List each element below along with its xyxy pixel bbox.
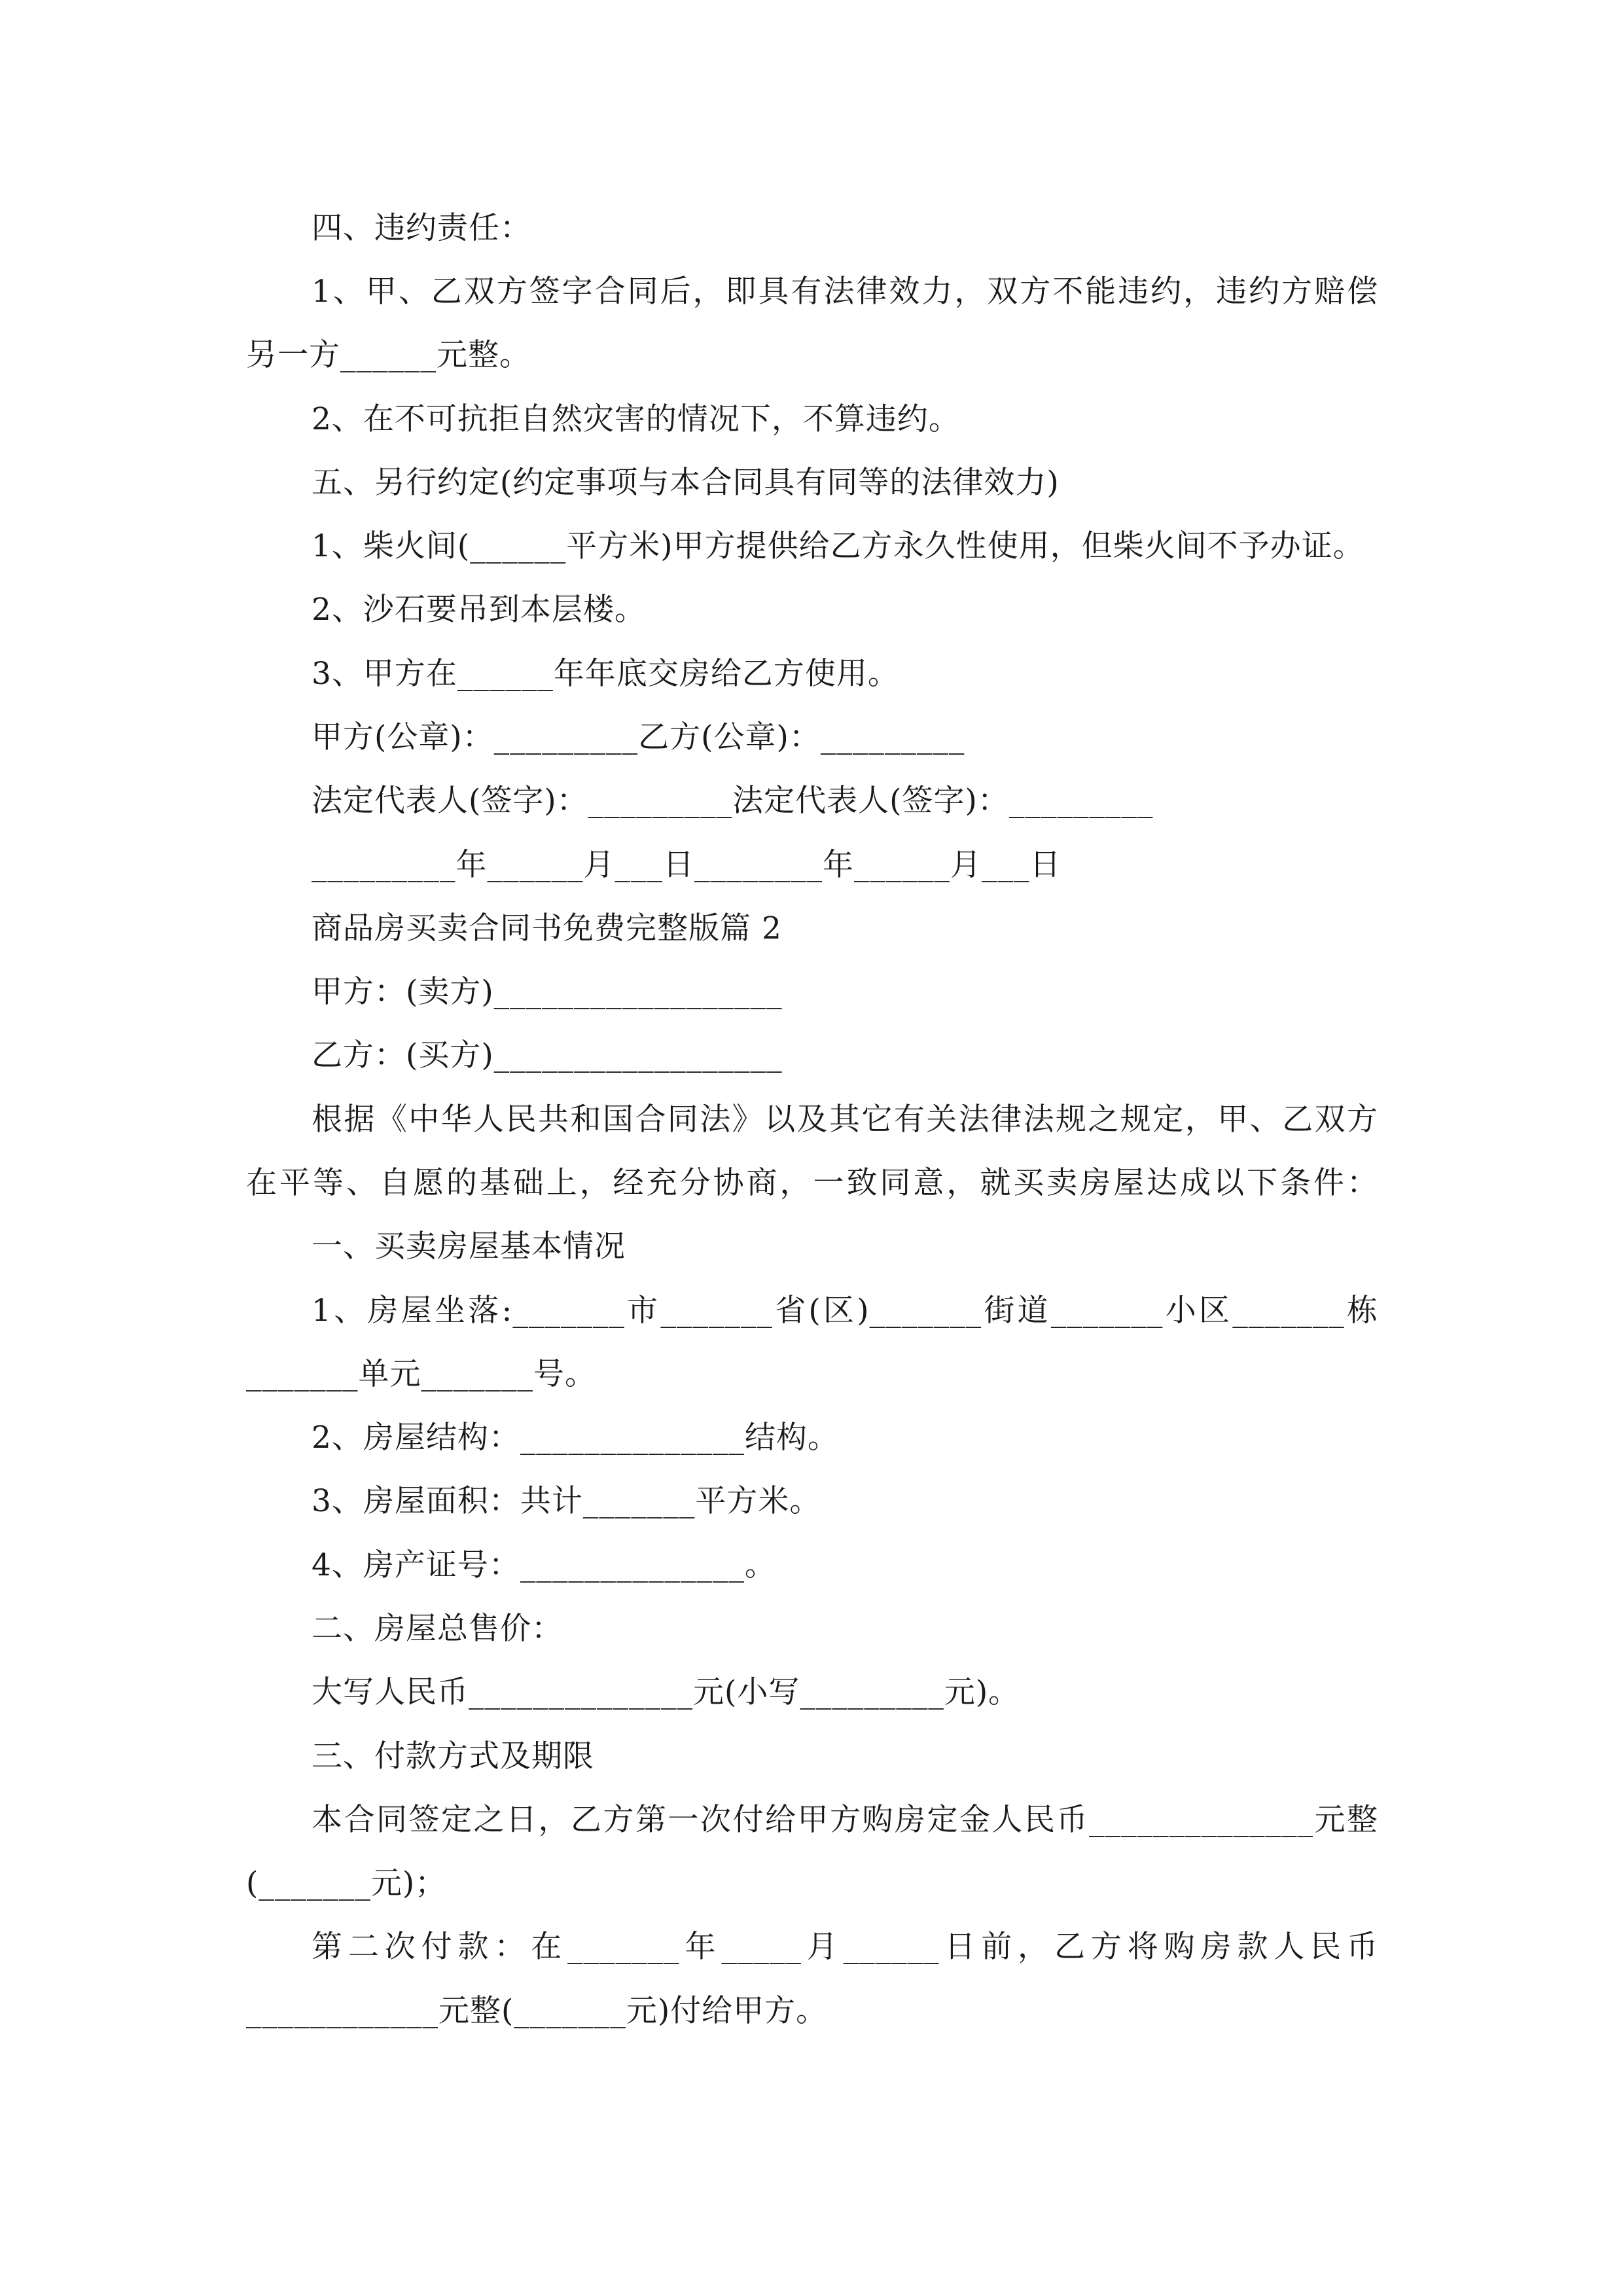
house-structure: 2、房屋结构：______________结构。: [312, 1420, 839, 1456]
house-area: 3、房屋面积：共计_______平方米。: [312, 1483, 821, 1519]
deposit-line-1: 本合同签定之日，乙方第一次付给甲方购房定金人民币______________元整: [312, 1802, 1378, 1838]
clause-5-1: 1、柴火间(______平方米)甲方提供给乙方永久性使用，但柴火间不予办证。: [312, 528, 1364, 564]
section-three-heading: 三、付款方式及期限: [312, 1738, 594, 1774]
clause-5-2: 2、沙石要吊到本层楼。: [312, 592, 646, 628]
deposit-line-2: (_______元)；: [246, 1865, 447, 1901]
section-four-heading: 四、违约责任：: [312, 210, 531, 246]
section-one-heading: 一、买卖房屋基本情况: [312, 1229, 626, 1265]
house-location-line-1: 1、房屋坐落:_______市_______省(区)_______街道_______小区_______栋: [312, 1293, 1378, 1329]
preamble-line-2: 在平等、自愿的基础上，经充分协商，一致同意，就买卖房屋达成以下条件：: [246, 1165, 1378, 1201]
party-a-seller: 甲方：(卖方)__________________: [312, 974, 783, 1010]
contract-2-title: 商品房买卖合同书免费完整版篇 2: [312, 910, 782, 946]
representative-line: 法定代表人(签字)：_________法定代表人(签字)：_________: [312, 783, 1154, 819]
date-line: _________年______月___日________年______月___日: [312, 847, 1061, 883]
second-payment-line-2: ____________元整(_______元)付给甲方。: [246, 1993, 828, 2029]
seal-line: 甲方(公章)：_________乙方(公章)：_________: [312, 719, 965, 755]
preamble-line-1: 根据《中华人民共和国合同法》以及其它有关法律法规之规定，甲、乙双方: [312, 1102, 1378, 1138]
party-b-buyer: 乙方：(买方)__________________: [312, 1037, 783, 1073]
clause-4-1-line-1: 1、甲、乙双方签字合同后，即具有法律效力，双方不能违约，违约方赔偿: [312, 274, 1378, 310]
clause-5-3: 3、甲方在______年年底交房给乙方使用。: [312, 656, 899, 692]
property-certificate-number: 4、房产证号：______________。: [312, 1547, 776, 1583]
house-location-line-2: _______单元_______号。: [246, 1356, 596, 1392]
clause-4-1-line-2: 另一方______元整。: [246, 337, 531, 373]
section-two-heading: 二、房屋总售价：: [312, 1611, 563, 1647]
clause-4-2: 2、在不可抗拒自然灾害的情况下，不算违约。: [312, 401, 960, 437]
second-payment-line-1: 第二次付款：在_______年_____月______日前，乙方将购房款人民币: [312, 1929, 1378, 1965]
total-price: 大写人民币______________元(小写_________元)。: [312, 1674, 1020, 1710]
section-five-heading: 五、另行约定(约定事项与本合同具有同等的法律效力): [312, 465, 1060, 501]
